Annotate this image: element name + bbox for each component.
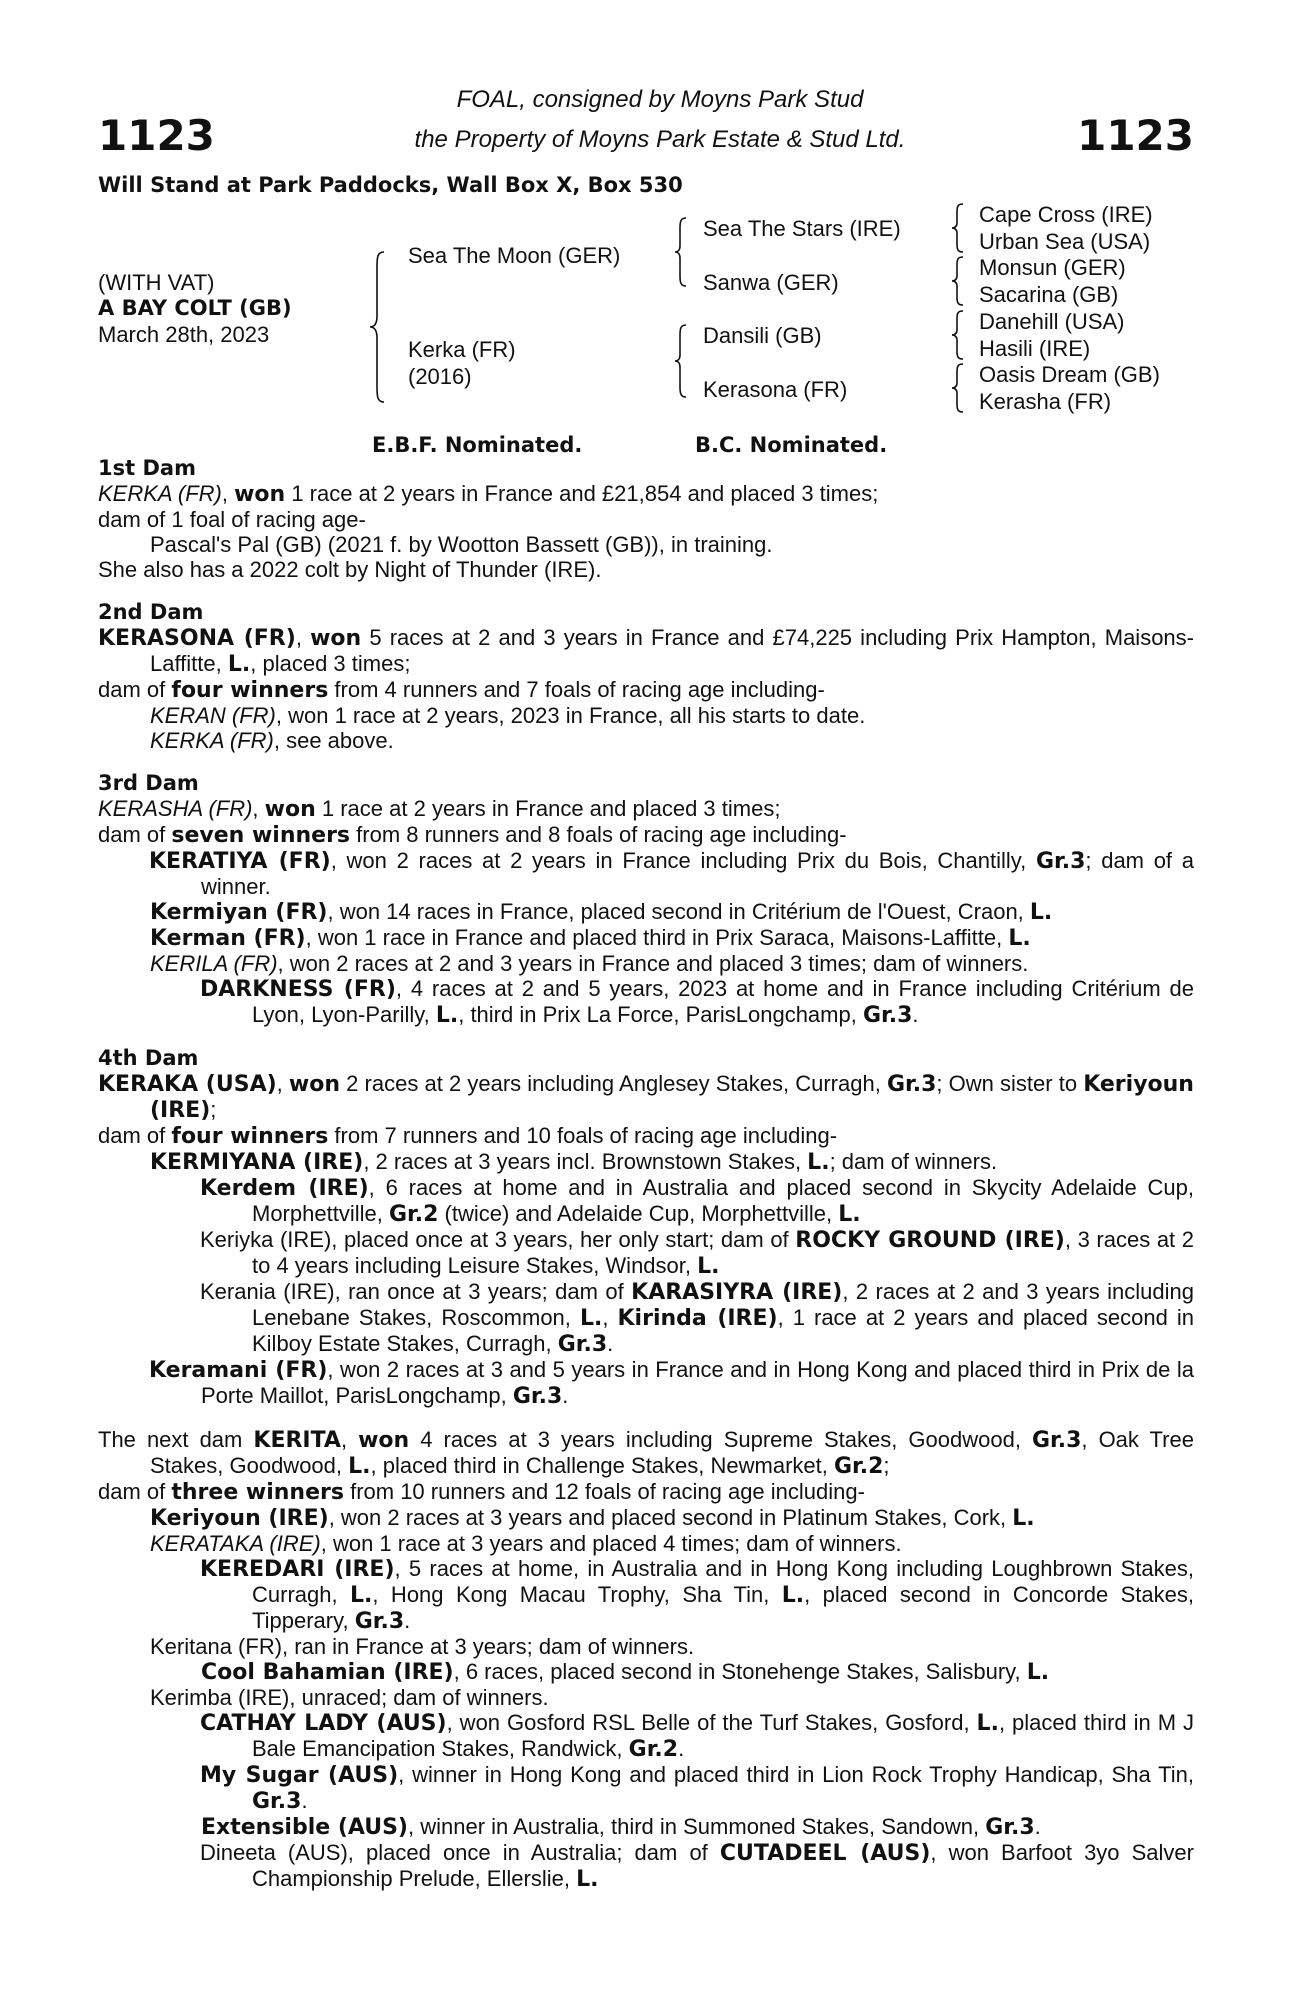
bold-text: L.: [838, 1202, 861, 1227]
bold-text: L.: [227, 652, 251, 677]
pedigree-gg-6: Hasili (IRE): [979, 336, 1091, 361]
pedigree-brace-gg1: [950, 202, 966, 254]
pedigree-sire-sire: Sea The Stars (IRE): [703, 216, 901, 241]
pedigree-gg-5: Danehill (USA): [979, 309, 1125, 334]
text-run: , won 14 races in France, placed second in Critérium de l'Ouest, Craon,: [327, 899, 1030, 924]
bold-text: KARASIYRA (IRE): [631, 1280, 843, 1305]
text-run: , 5 races at home, in Australia and in Hong Kong including Loughbrown Stakes, Curragh,: [252, 1556, 1194, 1607]
text-run: , won 2 races at 3 years and placed second in Platinum Stakes, Cork,: [328, 1505, 1013, 1530]
text-run: 2 races at 2 years including Anglesey Stakes, Curragh,: [340, 1071, 887, 1096]
bold-text: Gr.3: [886, 1072, 937, 1097]
italic-text: KERILA (FR): [150, 951, 278, 976]
bold-text: L.: [576, 1867, 599, 1892]
pedigree-brace-gg4: [950, 362, 966, 414]
catalogue-line: [98, 625, 1194, 677]
text-run: Kerimba (IRE), unraced; dam of winners.: [150, 1685, 549, 1710]
text-run: , 1 race at 2 years and placed second in Kilboy Estate Stakes, Curragh,: [252, 1305, 1194, 1356]
catalogue-line: [150, 1531, 1194, 1556]
pedigree-sire: Sea The Moon (GER): [408, 243, 621, 268]
text-run: ;: [883, 1453, 890, 1478]
text-run: 5 races at 2 and 3 years in France and £74,225 including Prix Hampton, Maisons-Laffitte,: [150, 625, 1194, 676]
bold-text: Keramani (FR): [149, 1358, 328, 1383]
catalogue-line: [98, 677, 1194, 703]
bold-text: KERATIYA (FR): [149, 849, 331, 874]
bold-text: 1st Dam: [98, 456, 196, 480]
pedigree-gg-8: Kerasha (FR): [979, 389, 1112, 414]
bold-text: Kerman (FR): [150, 926, 306, 951]
pedigree-gg-1: Cape Cross (IRE): [979, 202, 1153, 227]
text-run: , 4 races at 2 and 5 years, 2023 at home and in France including Critérium de Lyon, Lyon-Parilly,: [252, 976, 1195, 1027]
text-run: ; Own sister to: [936, 1071, 1084, 1096]
text-run: 1 race at 2 years in France and £21,854 and placed 3 times;: [285, 481, 879, 506]
italic-text: KERAN (FR): [150, 703, 276, 728]
bold-text: KEREDARI (IRE): [200, 1557, 395, 1582]
text-run: , see above.: [273, 728, 394, 753]
text-run: ;: [210, 1097, 217, 1122]
bold-text: won: [310, 626, 362, 651]
text-run: The next dam: [98, 1427, 254, 1452]
catalogue-line: [98, 1227, 1194, 1279]
pedigree-gg-7: Oasis Dream (GB): [979, 362, 1160, 387]
section-heading: [98, 600, 1194, 625]
horse-dob: March 28th, 2023: [98, 322, 270, 347]
text-run: ; dam of a winner.: [201, 848, 1194, 899]
text-run: (twice) and Adelaide Cup, Morphettville,: [438, 1201, 839, 1226]
text-run: , third in Prix La Force, ParisLongchamp,: [458, 1002, 863, 1027]
bold-text: three winners: [171, 1480, 344, 1505]
text-run: .: [678, 1736, 685, 1761]
text-run: ,: [602, 1305, 618, 1330]
text-run: , won 2 races at 2 years in France including Prix du Bois, Chantilly,: [330, 848, 1036, 873]
bold-text: L.: [1026, 1660, 1050, 1685]
text-run: 4 races at 3 years including Supreme Stakes, Goodwood,: [409, 1427, 1032, 1452]
italic-text: KERASHA (FR): [98, 796, 253, 821]
bold-text: L.: [1012, 1506, 1035, 1531]
bold-text: Gr.2: [628, 1737, 679, 1762]
text-run: , 6 races, placed second in Stonehenge Stakes, Salisbury,: [453, 1659, 1027, 1684]
pedigree-brace-main: [368, 250, 388, 404]
catalogue-line: [150, 703, 1194, 728]
horse-name: A BAY COLT (GB): [98, 296, 292, 320]
bold-text: Gr.2: [388, 1202, 439, 1227]
text-run: , placed second in Concorde Stakes, Tipperary,: [252, 1582, 1194, 1633]
catalogue-line: [98, 1556, 1194, 1634]
bold-text: KERAKA (USA): [98, 1072, 277, 1097]
bold-text: Kerdem (IRE): [200, 1176, 369, 1201]
bold-text: L.: [435, 1003, 459, 1028]
bold-text: Extensible (AUS): [201, 1815, 408, 1840]
catalogue-line: [98, 1479, 1194, 1505]
text-run: , won 1 race in France and placed third in Prix Saraca, Maisons-Laffitte,: [305, 925, 1009, 950]
catalogue-line: [98, 796, 1194, 822]
consignment-line-1: FOAL, consigned by Moyns Park Stud: [456, 86, 864, 113]
text-run: , won 2 races at 3 and 5 years in France and in Hong Kong and placed third in Prix de la Porte Maillot, ParisLongchamp,: [201, 1357, 1194, 1408]
catalogue-line: [150, 899, 1194, 925]
text-run: .: [562, 1383, 569, 1408]
bold-text: four winners: [171, 678, 329, 703]
bold-text: Gr.3: [252, 1789, 302, 1814]
pedigree-sire-dam: Sanwa (GER): [703, 270, 839, 295]
bold-text: L.: [1029, 900, 1053, 925]
bc-nominated: B.C. Nominated.: [695, 433, 888, 457]
catalogue-line: [98, 848, 1194, 899]
bold-text: four winners: [171, 1124, 329, 1149]
bold-text: ROCKY GROUND (IRE): [795, 1228, 1065, 1253]
bold-text: L.: [697, 1254, 720, 1279]
text-run: 1 race at 2 years in France and placed 3 times;: [315, 796, 781, 821]
text-run: .: [301, 1788, 308, 1813]
bold-text: won: [358, 1428, 410, 1453]
catalogue-line: [98, 1427, 1194, 1479]
pedigree-gg-2: Urban Sea (USA): [979, 229, 1151, 254]
catalogue-line: [150, 1149, 1194, 1175]
text-run: dam of: [98, 677, 172, 702]
catalogue-line: [98, 507, 1194, 532]
catalogue-line: [98, 1710, 1194, 1762]
vat-label: (WITH VAT): [98, 270, 215, 295]
catalogue-line: [201, 1814, 1194, 1840]
text-run: from 8 runners and 8 foals of racing age including-: [350, 822, 847, 847]
text-run: Pascal's Pal (GB) (2021 f. by Wootton Bassett (GB)), in training.: [150, 532, 773, 557]
catalogue-line: [98, 1123, 1194, 1149]
consignment-line-2: the Property of Moyns Park Estate & Stud Ltd.: [414, 126, 906, 153]
catalogue-line: [98, 1175, 1194, 1227]
bold-text: L.: [807, 1150, 830, 1175]
catalogue-line: [98, 1279, 1194, 1357]
text-run: , won Barfoot 3yo Salver Championship Prelude, Ellerslie,: [252, 1840, 1194, 1891]
text-run: dam of: [98, 822, 172, 847]
stand-location: Will Stand at Park Paddocks, Wall Box X, Box 530: [98, 173, 683, 197]
bold-text: won: [264, 797, 316, 822]
text-run: .: [404, 1608, 411, 1633]
ebf-nominated: E.B.F. Nominated.: [372, 433, 583, 457]
text-run: dam of: [98, 1479, 172, 1504]
text-run: , winner in Hong Kong and placed third in Lion Rock Trophy Handicap, Sha Tin,: [398, 1762, 1194, 1787]
catalogue-line: [150, 951, 1194, 976]
bold-text: Gr.3: [1035, 849, 1086, 874]
text-run: Keriyka (IRE), placed once at 3 years, her only start; dam of: [200, 1227, 796, 1252]
text-run: , winner in Australia, third in Summoned Stakes, Sandown,: [408, 1814, 986, 1839]
catalogue-line: [150, 1505, 1194, 1531]
text-run: , Oak Tree Stakes, Goodwood,: [150, 1427, 1194, 1478]
italic-text: KERKA (FR): [98, 481, 222, 506]
bold-text: Gr.3: [557, 1332, 608, 1357]
bold-text: L.: [976, 1711, 999, 1736]
text-run: ,: [252, 796, 265, 821]
text-run: She also has a 2022 colt by Night of Thunder (IRE).: [98, 557, 602, 582]
bold-text: Keriyoun (IRE): [150, 1506, 329, 1531]
pedigree-dam: Kerka (FR): [408, 337, 516, 362]
bold-text: KERITA: [253, 1428, 341, 1453]
catalogue-line: [150, 728, 1194, 753]
text-run: .: [1034, 1814, 1041, 1839]
pedigree-dam-sire: Dansili (GB): [703, 323, 822, 348]
text-run: dam of: [98, 1123, 172, 1148]
bold-text: L.: [348, 1454, 371, 1479]
catalogue-line: [98, 976, 1194, 1028]
catalogue-line: [150, 1685, 1194, 1710]
bold-text: won: [234, 482, 286, 507]
text-run: Dineeta (AUS), placed once in Australia; dam of: [200, 1840, 720, 1865]
bold-text: L.: [781, 1583, 805, 1608]
paragraph-gap: [98, 1409, 1194, 1427]
bold-text: DARKNESS (FR): [200, 977, 396, 1002]
pedigree-brace-gg2: [950, 255, 966, 307]
pedigree-dam-dam: Kerasona (FR): [703, 377, 848, 402]
bold-text: Kirinda (IRE): [617, 1306, 778, 1331]
pedigree-brace-dam: [673, 323, 689, 399]
bold-text: My Sugar (AUS): [200, 1763, 399, 1788]
italic-text: KERKA (FR): [150, 728, 274, 753]
text-run: , 6 races at home and in Australia and placed second in Skycity Adelaide Cup, Morphettville,: [252, 1175, 1194, 1226]
section-heading: [98, 771, 1194, 796]
text-run: .: [912, 1002, 919, 1027]
catalogue-line: [98, 481, 1194, 507]
text-run: , placed third in M J Bale Emancipation Stakes, Randwick,: [252, 1710, 1195, 1761]
bold-text: Gr.3: [354, 1609, 405, 1634]
text-run: ,: [276, 1071, 289, 1096]
catalogue-line: [150, 1634, 1194, 1659]
text-run: dam of 1 foal of racing age-: [98, 507, 366, 532]
bold-text: Cool Bahamian (IRE): [201, 1660, 454, 1685]
text-run: Kerania (IRE), ran once at 3 years; dam of: [200, 1279, 632, 1304]
bold-text: Gr.3: [985, 1815, 1035, 1840]
pedigree-brace-gg3: [950, 309, 966, 361]
catalogue-line: [98, 557, 1194, 582]
catalogue-line: [98, 1840, 1194, 1892]
text-run: Keritana (FR), ran in France at 3 years; dam of winners.: [150, 1634, 695, 1659]
catalogue-line: [98, 822, 1194, 848]
text-run: , 2 races at 2 and 3 years including Lenebane Stakes, Roscommon,: [252, 1279, 1194, 1330]
catalogue-line: [98, 1762, 1194, 1814]
catalogue-line: [98, 1071, 1194, 1123]
lot-number-left: 1123: [98, 111, 215, 160]
pedigree-dam-year: (2016): [408, 364, 472, 389]
italic-text: KERATAKA (IRE): [150, 1531, 321, 1556]
text-run: from 4 runners and 7 foals of racing age including-: [328, 677, 825, 702]
catalogue-line: [201, 1659, 1194, 1685]
bold-text: 2nd Dam: [98, 600, 204, 624]
section-heading: [98, 456, 1194, 481]
bold-text: CUTADEEL (AUS): [719, 1841, 931, 1866]
bold-text: Kermiyan (FR): [150, 900, 328, 925]
bold-text: KERMIYANA (IRE): [150, 1150, 364, 1175]
bold-text: Gr.3: [1031, 1428, 1082, 1453]
bold-text: L.: [579, 1306, 603, 1331]
bold-text: L.: [1008, 926, 1031, 951]
bold-text: KERASONA (FR): [98, 626, 296, 651]
text-run: , won Gosford RSL Belle of the Turf Stakes, Gosford,: [446, 1710, 977, 1735]
pedigree-gg-3: Monsun (GER): [979, 255, 1126, 280]
text-run: ; dam of winners.: [829, 1149, 998, 1174]
bold-text: 4th Dam: [98, 1046, 199, 1070]
lot-number-right: 1123: [1077, 111, 1194, 160]
bold-text: won: [288, 1072, 341, 1097]
text-run: , won 1 race at 2 years, 2023 in France, all his starts to date.: [275, 703, 866, 728]
catalogue-line: [98, 1357, 1194, 1409]
text-run: , won 1 race at 3 years and placed 4 times; dam of winners.: [320, 1531, 902, 1556]
catalogue-line: [150, 532, 1194, 557]
text-run: from 10 runners and 12 foals of racing age including-: [343, 1479, 865, 1504]
bold-text: Gr.3: [862, 1003, 913, 1028]
text-run: from 7 runners and 10 foals of racing age including-: [328, 1123, 838, 1148]
bold-text: Gr.2: [833, 1454, 884, 1479]
bold-text: L.: [350, 1583, 373, 1608]
bold-text: CATHAY LADY (AUS): [200, 1711, 447, 1736]
bold-text: Gr.3: [512, 1384, 563, 1409]
text-run: , won 2 races at 2 and 3 years in France and placed 3 times; dam of winners.: [277, 951, 1029, 976]
catalogue-text: [98, 456, 1194, 1892]
section-heading: [98, 1046, 1194, 1071]
text-run: ,: [340, 1427, 359, 1452]
text-run: ,: [295, 625, 311, 650]
text-run: , placed 3 times;: [250, 651, 411, 676]
catalogue-line: [150, 925, 1194, 951]
text-run: ,: [221, 481, 235, 506]
text-run: , 2 races at 3 years incl. Brownstown Stakes,: [363, 1149, 808, 1174]
text-run: , 3 races at 2 to 4 years including Leisure Stakes, Windsor,: [252, 1227, 1195, 1278]
pedigree-gg-4: Sacarina (GB): [979, 282, 1119, 307]
text-run: .: [607, 1331, 614, 1356]
bold-text: Keriyoun (IRE): [150, 1072, 1194, 1123]
pedigree-brace-sire: [673, 216, 689, 288]
text-run: , Hong Kong Macau Trophy, Sha Tin,: [372, 1582, 782, 1607]
bold-text: 3rd Dam: [98, 771, 199, 795]
bold-text: seven winners: [171, 823, 351, 848]
text-run: , placed third in Challenge Stakes, Newmarket,: [370, 1453, 834, 1478]
